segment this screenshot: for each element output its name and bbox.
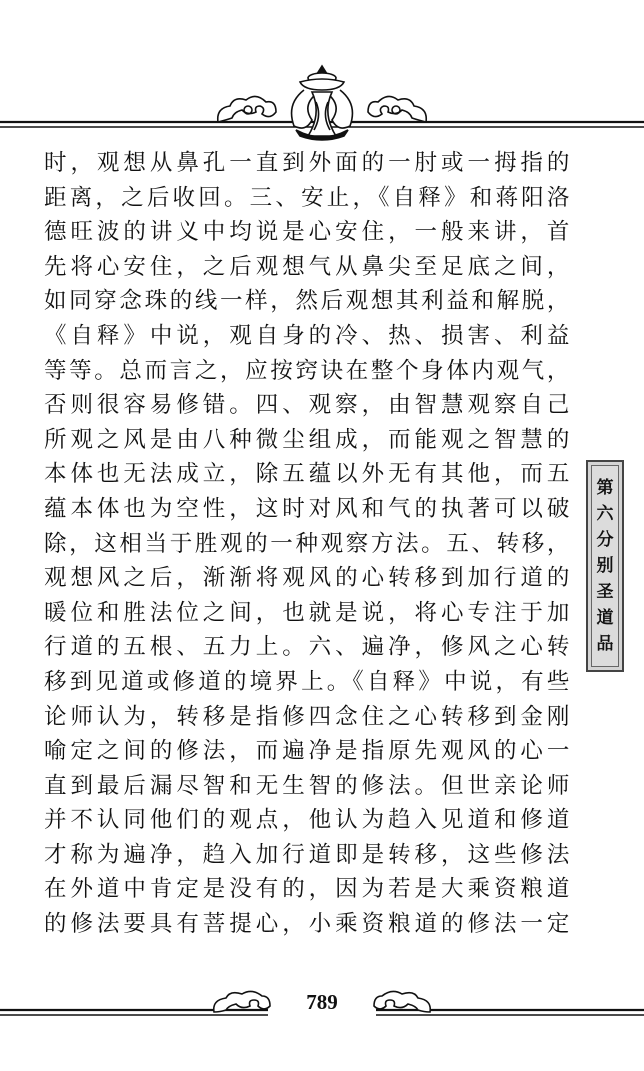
chapter-tab-char: 品 xyxy=(596,634,614,654)
text-line: 德旺波的讲义中均说是心安住，一般来讲，首 xyxy=(44,219,570,246)
chapter-tab-char: 圣 xyxy=(596,582,614,602)
cloud-scroll-icon xyxy=(368,96,426,122)
chapter-tab-char: 分 xyxy=(596,530,614,550)
text-line: 在外道中肯定是没有的，因为若是大乘资粮道 xyxy=(44,876,570,903)
chapter-tab-inner xyxy=(591,465,619,667)
text-line: 观想风之后，渐渐将观风的心转移到加行道的 xyxy=(44,565,570,592)
text-line: 除，这相当于胜观的一种观察方法。五、转移， xyxy=(44,530,570,557)
page-number: 789 xyxy=(306,990,338,1014)
header-ornament xyxy=(0,52,644,142)
text-line: 《自释》中说，观自身的冷、热、损害、利益 xyxy=(44,322,570,349)
text-line: 先将心安住，之后观想气从鼻尖至足底之间， xyxy=(44,253,570,280)
chapter-tab-char: 六 xyxy=(596,504,614,524)
text-line: 暖位和胜法位之间，也就是说，将心专注于加 xyxy=(44,599,570,626)
text-line: 距离，之后收回。三、安止，《自释》和蒋阳洛 xyxy=(44,184,570,211)
chapter-tab-char: 第 xyxy=(596,478,614,498)
chapter-tab-char: 道 xyxy=(596,608,614,628)
chapter-tab-char: 别 xyxy=(596,556,614,576)
text-line: 否则很容易修错。四、观察，由智慧观察自己 xyxy=(44,392,570,419)
text-line: 论师认为，转移是指修四念住之心转移到金刚 xyxy=(44,703,570,730)
text-line: 行道的五根、五力上。六、遍净，修风之心转 xyxy=(44,634,570,661)
chapter-tab xyxy=(586,460,624,672)
cloud-scroll-icon xyxy=(218,96,276,122)
text-line: 本体也无法成立，除五蕴以外无有其他，而五 xyxy=(44,461,570,488)
text-line: 喻定之间的修法，而遍净是指原先观风的心一 xyxy=(44,738,570,765)
text-line: 如同穿念珠的线一样，然后观想其利益和解脱， xyxy=(44,288,570,315)
conch-shell-icon xyxy=(292,66,353,140)
text-line: 才称为遍净，趋入加行道即是转移，这些修法 xyxy=(44,841,570,868)
text-line: 移到见道或修道的境界上。《自释》中说，有些 xyxy=(44,668,570,695)
text-line: 时，观想从鼻孔一直到外面的一肘或一拇指的 xyxy=(44,150,570,176)
text-line: 所观之风是由八种微尘组成，而能观之智慧的 xyxy=(44,426,570,453)
text-line: 的修法要具有菩提心，小乘资粮道的修法一定 xyxy=(44,911,570,938)
text-line: 直到最后漏尽智和无生智的修法。但世亲论师 xyxy=(44,772,570,799)
body-text xyxy=(44,146,570,942)
text-line: 等等。总而言之，应按窍诀在整个身体内观气， xyxy=(44,357,570,384)
text-line: 并不认同他们的观点，他认为趋入见道和修道 xyxy=(44,807,570,834)
text-line: 蕴本体也为空性，这时对风和气的执著可以破 xyxy=(44,495,570,522)
